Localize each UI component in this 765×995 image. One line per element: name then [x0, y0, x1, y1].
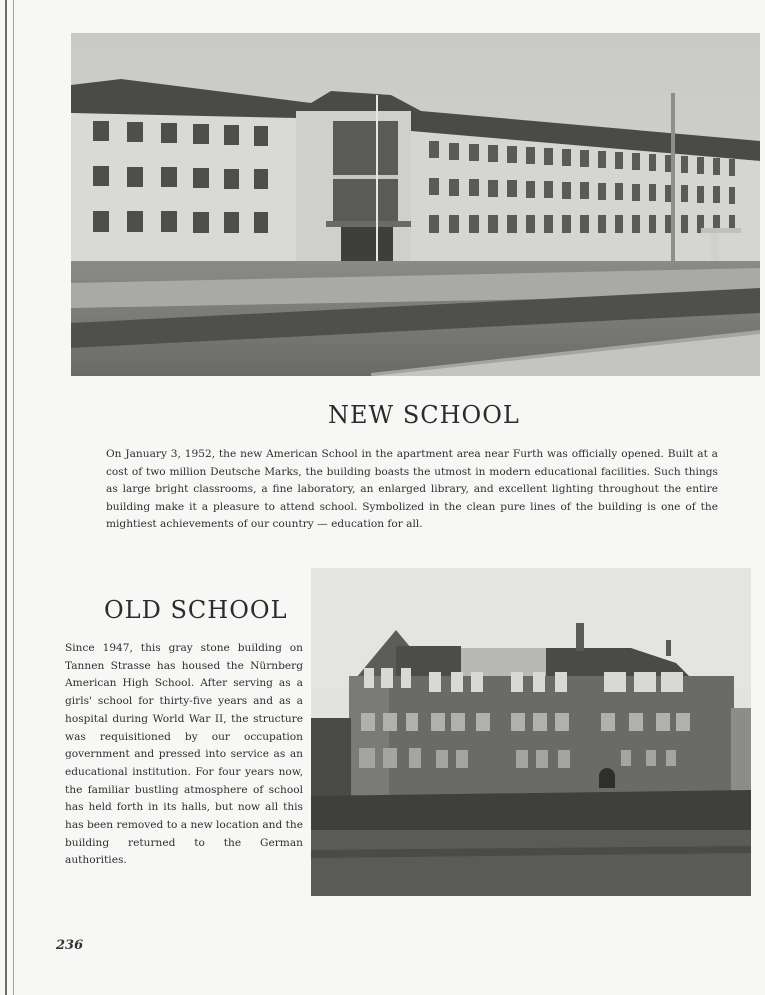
- binding-edge-line-inner: [13, 0, 14, 995]
- new-school-heading: NEW SCHOOL: [328, 401, 520, 429]
- new-school-photo: [71, 33, 760, 376]
- old-school-photo-image: [311, 568, 751, 896]
- old-school-photo: [311, 568, 751, 896]
- page-number: 236: [56, 938, 84, 953]
- new-school-photo-image: [71, 33, 760, 376]
- new-school-paragraph: On January 3, 1952, the new American School in the apartment area near Furth was officially opened. Built at a cost of two million Deutsche Marks, the building boasts the utmost in modern educational facilities. Such things as large bright classrooms, a fine laboratory, an enlarged library, and excellent lighting throughout the entire building make it a pleasure to attend school. Symbolized in the clean pure lines of the building is one of the mightiest achievements of our country — education for all.: [106, 448, 718, 531]
- old-school-heading: OLD SCHOOL: [104, 596, 288, 624]
- old-school-paragraph: Since 1947, this gray stone building on Tannen Strasse has housed the Nürnberg American High School. After serving as a girls' school for thirty-five years and as a hospital during World War II, the structure was requisitioned by our occupation government and pressed into service as an educational institution. For four years now, the familiar bustling atmosphere of school has held forth in its halls, but now all this has been removed to a new location and the building returned to the German authorities.: [65, 642, 303, 867]
- binding-edge-line: [5, 0, 7, 995]
